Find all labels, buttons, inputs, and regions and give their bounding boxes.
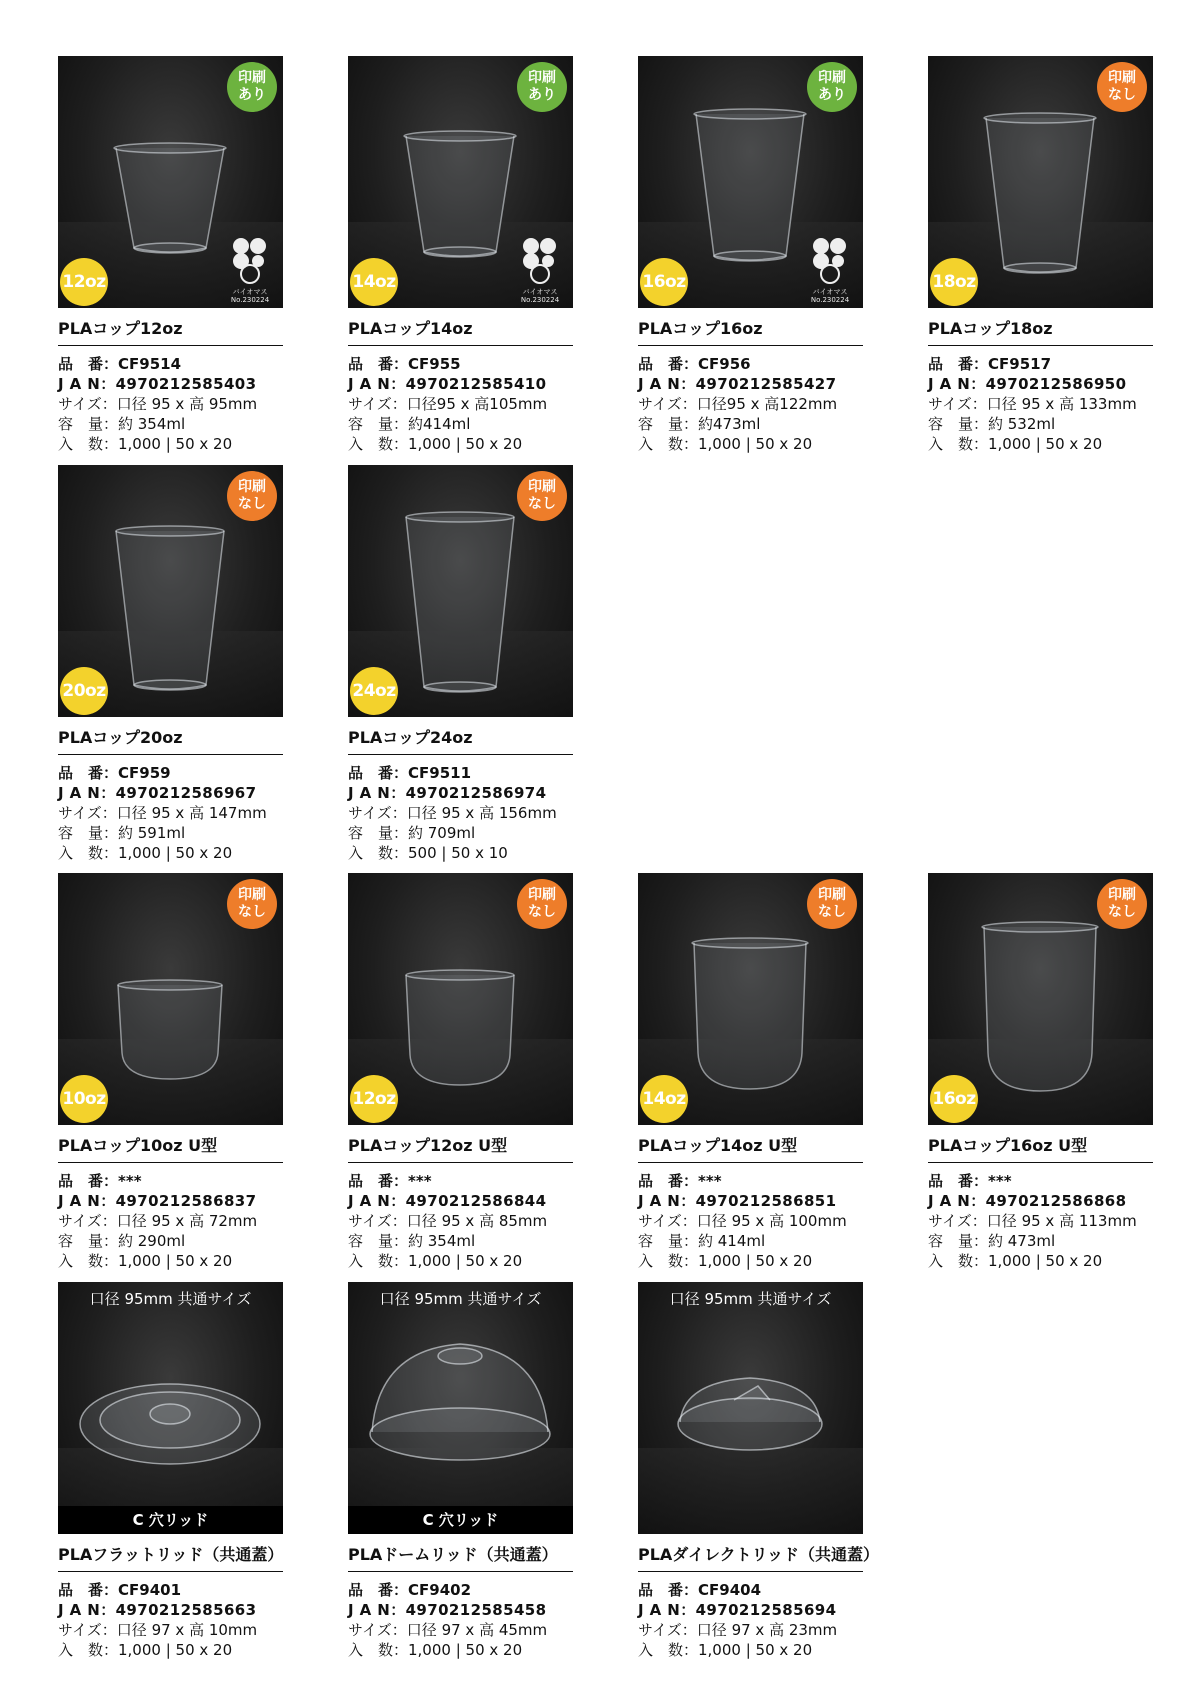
- product-title: PLAコップ14oz U型: [638, 1133, 863, 1163]
- product-quantity: 入 数：1,000 | 50 x 20: [638, 1252, 813, 1270]
- product-title: PLAコップ20oz: [58, 725, 283, 755]
- product-quantity: 入 数：500 | 50 x 10: [348, 844, 508, 862]
- product-card-pla-flat-lid: [58, 1282, 283, 1660]
- jan-code: J A N：4970212585694: [638, 1601, 837, 1619]
- size-badge: 18oz: [930, 258, 978, 306]
- product-photo: [58, 56, 283, 308]
- product-code: 品 番：***: [928, 1172, 1012, 1190]
- product-specs: [638, 1580, 863, 1660]
- lid-image: [58, 1282, 283, 1534]
- jan-code: J A N：4970212586851: [638, 1192, 837, 1210]
- product-quantity: 入 数：1,000 | 50 x 20: [348, 435, 523, 453]
- product-code: 品 番：CF956: [638, 355, 751, 373]
- product-photo: [928, 873, 1153, 1125]
- product-code: 品 番：CF9401: [58, 1581, 182, 1599]
- product-photo: [348, 56, 573, 308]
- no-print-badge: 印刷 なし: [517, 879, 567, 929]
- jan-code: J A N：4970212585427: [638, 375, 837, 393]
- product-photo: [58, 465, 283, 717]
- product-card-pla-cup-16oz: [638, 56, 863, 454]
- jan-code: J A N：4970212585663: [58, 1601, 257, 1619]
- product-specs: [58, 763, 283, 863]
- no-print-badge: 印刷 なし: [807, 879, 857, 929]
- product-size: サイズ：口径 95 x 高 85mm: [348, 1212, 548, 1230]
- product-card-pla-cup-12oz: [58, 56, 283, 454]
- size-badge: 16oz: [640, 258, 688, 306]
- product-size: サイズ：口径 95 x 高 147mm: [58, 804, 267, 822]
- product-volume: 容 量：約 473ml: [928, 1232, 1056, 1250]
- print-available-badge: 印刷 あり: [517, 62, 567, 112]
- lid-image: [638, 1282, 863, 1534]
- no-print-badge: 印刷 なし: [1097, 879, 1147, 929]
- no-print-badge: 印刷 なし: [227, 879, 277, 929]
- product-title: PLAコップ12oz: [58, 316, 283, 346]
- product-specs: [348, 763, 573, 863]
- size-badge: 14oz: [350, 258, 398, 306]
- size-badge: 16oz: [930, 1075, 978, 1123]
- jan-code: J A N：4970212586868: [928, 1192, 1127, 1210]
- product-title: PLAダイレクトリッド（共通蓋）: [638, 1542, 863, 1572]
- product-quantity: 入 数：1,000 | 50 x 20: [928, 1252, 1103, 1270]
- product-title: PLAコップ18oz: [928, 316, 1153, 346]
- product-size: サイズ：口径 95 x 高 133mm: [928, 395, 1137, 413]
- product-size: サイズ：口径 95 x 高 156mm: [348, 804, 557, 822]
- product-volume: 容 量：約 709ml: [348, 824, 476, 842]
- product-specs: [58, 1171, 283, 1271]
- jan-code: J A N：4970212586837: [58, 1192, 257, 1210]
- jan-code: J A N：4970212585403: [58, 375, 257, 393]
- print-available-badge: 印刷 あり: [227, 62, 277, 112]
- product-title: PLAコップ16oz: [638, 316, 863, 346]
- jan-code: J A N：4970212585410: [348, 375, 547, 393]
- product-specs: [638, 1171, 863, 1271]
- product-volume: 容 量：約 354ml: [348, 1232, 476, 1250]
- print-available-badge: 印刷 あり: [807, 62, 857, 112]
- jan-code: J A N：4970212586950: [928, 375, 1127, 393]
- product-volume: 容 量：約 591ml: [58, 824, 186, 842]
- jan-code: J A N：4970212586967: [58, 784, 257, 802]
- product-card-pla-cup-24oz: [348, 465, 573, 863]
- jan-code: J A N：4970212585458: [348, 1601, 547, 1619]
- product-size: サイズ：口径 95 x 高 113mm: [928, 1212, 1137, 1230]
- product-photo: [348, 465, 573, 717]
- product-quantity: 入 数：1,000 | 50 x 20: [638, 1641, 813, 1659]
- product-volume: 容 量：約 290ml: [58, 1232, 186, 1250]
- product-photo: [348, 1282, 573, 1534]
- product-card-pla-cup-14oz-u: [638, 873, 863, 1271]
- product-card-pla-cup-16oz-u: [928, 873, 1153, 1271]
- no-print-badge: 印刷 なし: [1097, 62, 1147, 112]
- product-card-pla-direct-lid: [638, 1282, 880, 1660]
- lid-type-caption: C 穴リッド: [348, 1506, 573, 1534]
- product-code: 品 番：***: [58, 1172, 142, 1190]
- product-code: 品 番：***: [638, 1172, 722, 1190]
- product-title: PLAコップ24oz: [348, 725, 573, 755]
- product-card-pla-dome-lid: [348, 1282, 573, 1660]
- product-volume: 容 量：約414ml: [348, 415, 471, 433]
- lid-type-caption: C 穴リッド: [58, 1506, 283, 1534]
- biomass-mark-icon: [807, 234, 853, 306]
- product-specs: [58, 354, 283, 454]
- product-size: サイズ：口径 97 x 高 10mm: [58, 1621, 258, 1639]
- product-specs: [638, 354, 863, 454]
- product-size: サイズ：口径 95 x 高 72mm: [58, 1212, 258, 1230]
- product-title: PLAフラットリッド（共通蓋）: [58, 1542, 283, 1572]
- product-photo: [638, 1282, 863, 1534]
- product-quantity: 入 数：1,000 | 50 x 20: [58, 1641, 233, 1659]
- product-size: サイズ：口径 97 x 高 45mm: [348, 1621, 548, 1639]
- product-photo: [58, 1282, 283, 1534]
- product-code: 品 番：CF9511: [348, 764, 472, 782]
- product-volume: 容 量：約 354ml: [58, 415, 186, 433]
- product-code: 品 番：CF959: [58, 764, 171, 782]
- size-badge: 20oz: [60, 667, 108, 715]
- product-photo: [928, 56, 1153, 308]
- product-volume: 容 量：約473ml: [638, 415, 761, 433]
- product-title: PLAコップ16oz U型: [928, 1133, 1153, 1163]
- product-quantity: 入 数：1,000 | 50 x 20: [928, 435, 1103, 453]
- product-quantity: 入 数：1,000 | 50 x 20: [58, 1252, 233, 1270]
- jan-code: J A N：4970212586974: [348, 784, 547, 802]
- product-specs: [348, 354, 573, 454]
- size-badge: 12oz: [350, 1075, 398, 1123]
- product-size: サイズ：口径 95 x 高 95mm: [58, 395, 258, 413]
- product-quantity: 入 数：1,000 | 50 x 20: [58, 435, 233, 453]
- size-badge: 24oz: [350, 667, 398, 715]
- product-code: 品 番：CF9404: [638, 1581, 762, 1599]
- product-code: 品 番：CF955: [348, 355, 461, 373]
- common-size-caption: 口径 95mm 共通サイズ: [379, 1290, 542, 1308]
- product-quantity: 入 数：1,000 | 50 x 20: [348, 1641, 523, 1659]
- product-specs: [928, 1171, 1153, 1271]
- product-specs: [348, 1171, 573, 1271]
- biomass-mark-icon: [517, 234, 563, 306]
- product-card-pla-cup-14oz: [348, 56, 573, 454]
- common-size-caption: 口径 95mm 共通サイズ: [669, 1290, 832, 1308]
- no-print-badge: 印刷 なし: [227, 471, 277, 521]
- product-title: PLAコップ14oz: [348, 316, 573, 346]
- product-code: 品 番：CF9514: [58, 355, 182, 373]
- biomass-text: バイオマス No.230224: [230, 288, 270, 304]
- biomass-text: バイオマス No.230224: [810, 288, 850, 304]
- product-size: サイズ：口径 97 x 高 23mm: [638, 1621, 838, 1639]
- lid-image: [348, 1282, 573, 1534]
- product-photo: [638, 56, 863, 308]
- product-quantity: 入 数：1,000 | 50 x 20: [348, 1252, 523, 1270]
- product-title: PLAドームリッド（共通蓋）: [348, 1542, 573, 1572]
- no-print-badge: 印刷 なし: [517, 471, 567, 521]
- product-size: サイズ：口径 95 x 高 100mm: [638, 1212, 847, 1230]
- product-volume: 容 量：約 532ml: [928, 415, 1056, 433]
- product-size: サイズ：口径95 x 高122mm: [638, 395, 838, 413]
- product-title: PLAコップ12oz U型: [348, 1133, 573, 1163]
- product-size: サイズ：口径95 x 高105mm: [348, 395, 548, 413]
- product-title: PLAコップ10oz U型: [58, 1133, 283, 1163]
- product-specs: [348, 1580, 573, 1660]
- product-specs: [58, 1580, 283, 1660]
- size-badge: 12oz: [60, 258, 108, 306]
- biomass-text: バイオマス No.230224: [520, 288, 560, 304]
- product-photo: [638, 873, 863, 1125]
- product-quantity: 入 数：1,000 | 50 x 20: [58, 844, 233, 862]
- size-badge: 10oz: [60, 1075, 108, 1123]
- product-specs: [928, 354, 1153, 454]
- product-code: 品 番：***: [348, 1172, 432, 1190]
- product-volume: 容 量：約 414ml: [638, 1232, 766, 1250]
- common-size-caption: 口径 95mm 共通サイズ: [89, 1290, 252, 1308]
- biomass-mark-icon: [227, 234, 273, 306]
- product-quantity: 入 数：1,000 | 50 x 20: [638, 435, 813, 453]
- size-badge: 14oz: [640, 1075, 688, 1123]
- product-card-pla-cup-18oz: [928, 56, 1153, 454]
- product-card-pla-cup-12oz-u: [348, 873, 573, 1271]
- product-photo: [58, 873, 283, 1125]
- product-photo: [348, 873, 573, 1125]
- product-code: 品 番：CF9402: [348, 1581, 472, 1599]
- product-card-pla-cup-20oz: [58, 465, 283, 863]
- product-card-pla-cup-10oz-u: [58, 873, 283, 1271]
- jan-code: J A N：4970212586844: [348, 1192, 547, 1210]
- product-code: 品 番：CF9517: [928, 355, 1052, 373]
